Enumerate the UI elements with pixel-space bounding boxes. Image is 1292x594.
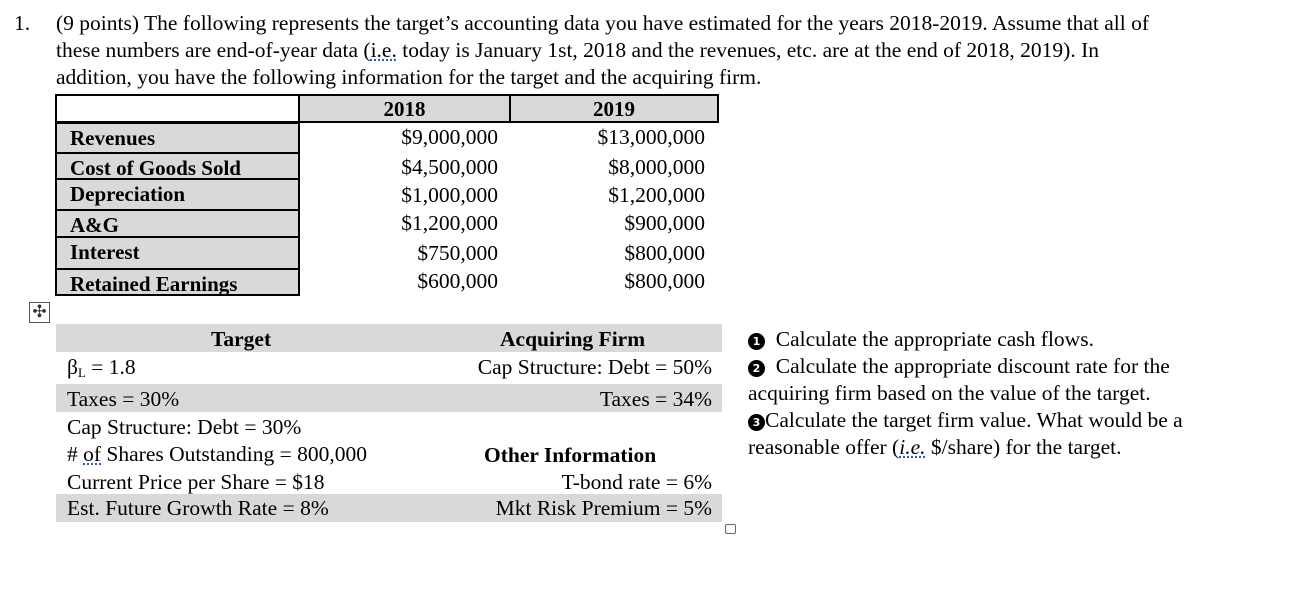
- task-3-cont: [748, 434, 1122, 461]
- task-2: [748, 353, 1170, 380]
- target-shares-outstanding: [67, 440, 367, 468]
- target-current-price: Current Price per Share = $18: [67, 470, 325, 494]
- intro-ie: i.e.: [370, 38, 397, 62]
- target-heading: Target: [211, 327, 272, 351]
- bullet-1-icon: 1: [748, 333, 765, 350]
- task-1: [748, 326, 1094, 353]
- table-resize-handle[interactable]: [725, 524, 736, 534]
- other-info-heading: Other Information: [484, 443, 657, 467]
- task-2-text-a: Calculate the appropriate discount rate for the: [775, 354, 1170, 378]
- value-interest-2018: $750,000: [417, 241, 498, 265]
- row-label-depreciation: Depreciation: [55, 180, 300, 209]
- value-revenues-2019: $13,000,000: [597, 125, 705, 149]
- value-depreciation-2019: $1,200,000: [608, 183, 705, 207]
- beta-subscript: L: [77, 365, 86, 380]
- acquiring-firm-heading: Acquiring Firm: [500, 327, 646, 351]
- year-header-2019: 2019: [509, 94, 719, 123]
- value-ag-2019: $900,000: [624, 211, 705, 235]
- info-table: [56, 324, 722, 522]
- task-1-text: Calculate the appropriate cash flows.: [775, 327, 1094, 351]
- value-ag-2018: $1,200,000: [401, 211, 498, 235]
- row-label-cogs: Cost of Goods Sold: [55, 152, 300, 180]
- value-cogs-2019: $8,000,000: [608, 155, 705, 179]
- acquiring-taxes: Taxes = 34%: [599, 387, 712, 411]
- shares-prefix: #: [67, 442, 84, 466]
- mkt-risk-premium: Mkt Risk Premium = 5%: [495, 496, 712, 520]
- shares-of: of: [83, 442, 102, 466]
- question-number: 1.: [14, 11, 31, 35]
- target-beta: [67, 353, 136, 387]
- table-move-handle-icon[interactable]: ✣: [29, 302, 50, 323]
- target-cap-structure: Cap Structure: Debt = 30%: [67, 415, 302, 439]
- task-3-ie: i.e.: [899, 435, 926, 459]
- row-label-revenues: Revenues: [55, 122, 300, 152]
- value-revenues-2018: $9,000,000: [401, 125, 498, 149]
- year-header-2018: 2018: [298, 94, 511, 123]
- value-retained-earnings-2018: $600,000: [417, 269, 498, 293]
- task-3-text-c: $/share) for the target.: [925, 435, 1122, 459]
- row-label-interest: Interest: [55, 238, 300, 268]
- target-taxes: Taxes = 30%: [67, 387, 180, 411]
- shares-rest: Shares Outstanding = 800,000: [101, 442, 367, 466]
- intro-line-2-b: today is January 1st, 2018 and the revenues, etc. are at the end of 2018, 2019). In: [396, 38, 1099, 62]
- task-3-text-b: reasonable offer (: [748, 435, 900, 459]
- row-label-retained-earnings: Retained Earnings: [55, 268, 300, 296]
- beta-symbol: β: [67, 355, 78, 379]
- value-cogs-2018: $4,500,000: [401, 155, 498, 179]
- value-depreciation-2018: $1,000,000: [401, 183, 498, 207]
- bullet-2-icon: 2: [748, 360, 765, 377]
- intro-line-1: (9 points) The following represents the target’s accounting data you have estimated for the years 2018-2019. Assume that all of: [56, 11, 1150, 35]
- beta-value: = 1.8: [85, 355, 136, 379]
- table-header-blank: [55, 94, 300, 123]
- value-interest-2019: $800,000: [624, 241, 705, 265]
- task-3-text-a: Calculate the target firm value. What would be a: [765, 408, 1183, 432]
- task-3: [748, 407, 1183, 434]
- row-label-ag: A&G: [55, 209, 300, 238]
- intro-line-2-a: these numbers are end-of-year data (: [56, 38, 371, 62]
- intro-line-3: addition, you have the following information for the target and the acquiring firm.: [56, 65, 762, 89]
- tbond-rate: T-bond rate = 6%: [561, 470, 712, 494]
- value-retained-earnings-2019: $800,000: [624, 269, 705, 293]
- intro-line-2: [56, 37, 1099, 64]
- bullet-3-icon: 3: [748, 414, 765, 431]
- acquiring-cap-structure: Cap Structure: Debt = 50%: [477, 355, 712, 379]
- task-2-cont: acquiring firm based on the value of the target.: [748, 381, 1151, 405]
- target-growth-rate: Est. Future Growth Rate = 8%: [67, 496, 329, 520]
